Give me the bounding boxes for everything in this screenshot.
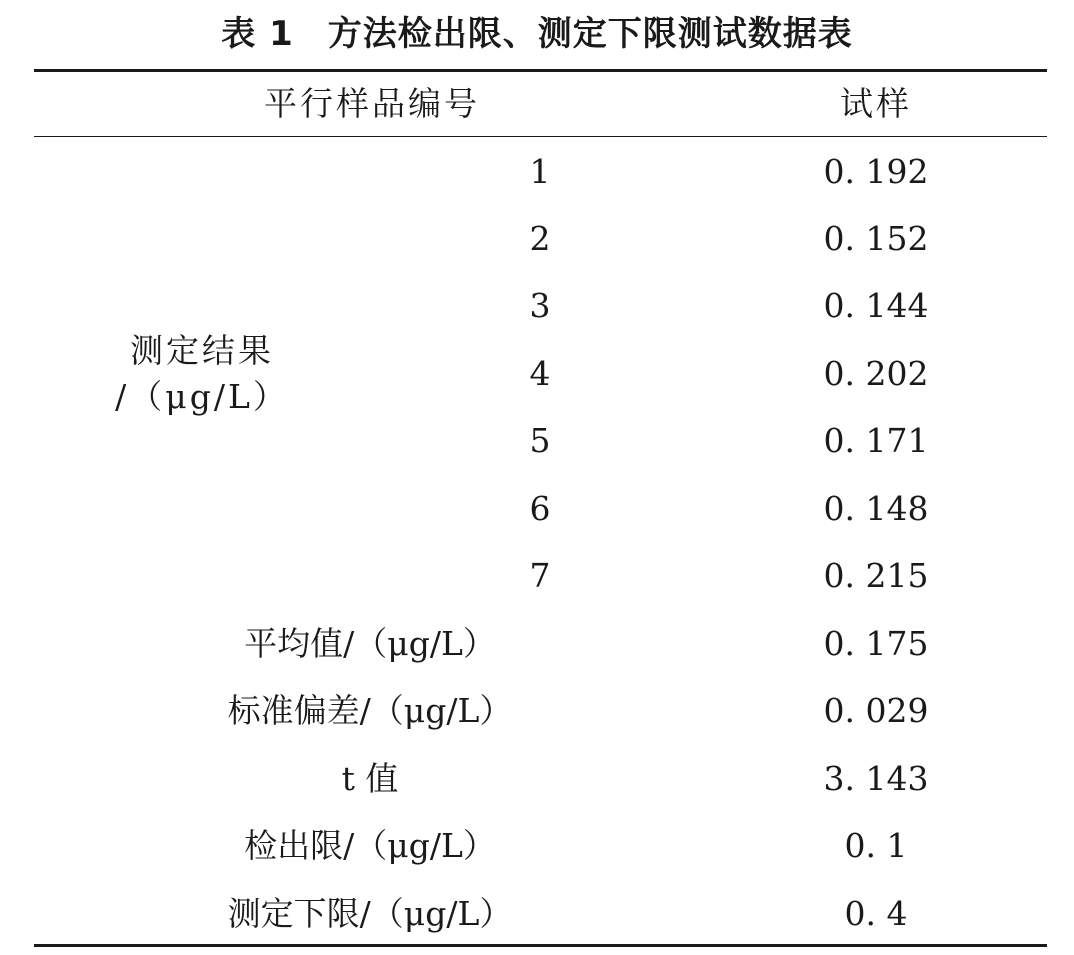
table-header-rule — [34, 136, 1047, 137]
sample-id: 3 — [529, 286, 551, 325]
sample-id: 6 — [529, 489, 551, 528]
summary-value: 0. 1 — [844, 826, 908, 865]
column-header-sample-id: 平行样品编号 — [264, 84, 480, 123]
sample-value: 0. 148 — [823, 489, 929, 528]
sample-id: 7 — [529, 556, 551, 595]
table-caption — [0, 6, 1074, 55]
column-header-sample: 试样 — [840, 84, 912, 123]
summary-label: 平均值/（μg/L） — [244, 624, 496, 663]
group-label-line2: /（μg/L） — [115, 377, 289, 416]
table-caption-number: 表 1 — [221, 14, 294, 54]
summary-label: 测定下限/（μg/L） — [227, 894, 513, 933]
summary-label: 检出限/（μg/L） — [244, 826, 496, 865]
group-label-measurement — [115, 328, 289, 420]
sample-id: 1 — [529, 152, 551, 191]
summary-value: 3. 143 — [823, 759, 929, 798]
summary-label: 标准偏差/（μg/L） — [227, 691, 513, 730]
sample-id: 4 — [529, 354, 551, 393]
table-caption-text: 方法检出限、测定下限测试数据表 — [327, 14, 853, 54]
table-top-rule — [34, 69, 1047, 72]
sample-id: 5 — [529, 421, 551, 460]
sample-value: 0. 152 — [823, 219, 929, 258]
sample-value: 0. 202 — [823, 354, 929, 393]
summary-value: 0. 029 — [823, 691, 929, 730]
sample-value: 0. 171 — [823, 421, 929, 460]
group-label-line1: 测定结果 — [129, 331, 274, 370]
table-bottom-rule — [34, 944, 1047, 947]
summary-value: 0. 4 — [844, 894, 908, 933]
summary-label: t 值 — [341, 759, 399, 798]
sample-id: 2 — [529, 219, 551, 258]
sample-value: 0. 192 — [823, 152, 929, 191]
sample-value: 0. 144 — [823, 286, 929, 325]
summary-value: 0. 175 — [823, 624, 929, 663]
sample-value: 0. 215 — [823, 556, 929, 595]
